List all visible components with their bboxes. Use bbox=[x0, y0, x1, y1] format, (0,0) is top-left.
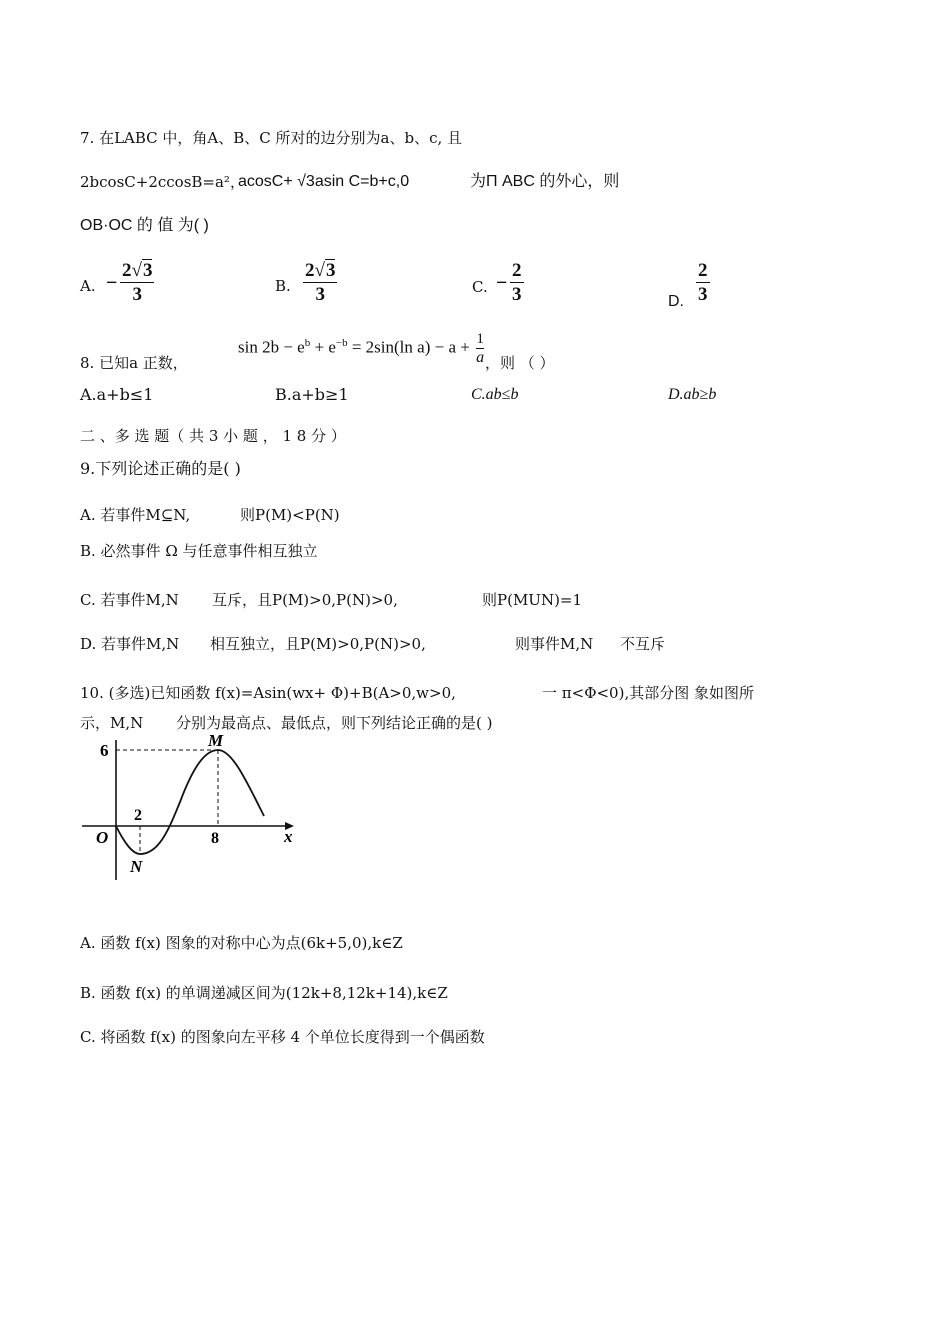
q7-line2-part2: acosC+ √3asin C=b+c,0 bbox=[238, 173, 410, 190]
q9-option-c-part2: 互斥，且P(M)>0,P(N)>0, bbox=[212, 591, 398, 609]
q7-line3: OB·OC 的 值 为( ) bbox=[80, 217, 209, 234]
q8-option-a: A.a+b≤1 bbox=[80, 385, 154, 404]
x-axis-label: x bbox=[284, 827, 293, 846]
q9-option-d-part2: 相互独立，且P(M)>0,P(N)>0, bbox=[210, 635, 426, 653]
q10-line1-part1: 10. (多选)已知函数 f(x)=Asin(wx+ Φ)+B(A>0,w>0, bbox=[80, 684, 456, 702]
q7-option-a-sign: − bbox=[106, 272, 118, 294]
q7-option-d-label: D. bbox=[668, 293, 684, 310]
q7-option-c-label: C. bbox=[472, 278, 488, 296]
q9-option-c-part3: 则P(MUN)=1 bbox=[482, 591, 583, 609]
q8-suffix: ，则 （ ） bbox=[485, 354, 555, 372]
q8-equation: $\sin 2b - e^b + e^{-b} = 2\sin(\ln$ a) − a + $\frac{1}{a}$ bbox=[238, 331, 485, 366]
q7-option-b-label: B. bbox=[275, 277, 291, 295]
q10-function-graph bbox=[80, 730, 310, 890]
q10-line1-part2: 一 π<Φ<0),其部分图 象如图所 bbox=[542, 684, 754, 702]
q9-option-d-part1: D. 若事件M,N bbox=[80, 635, 180, 653]
q7-option-a-fraction: $\frac{2√3}{3}$ bbox=[122, 260, 153, 305]
q10-option-a: A. 函数 f(x) 图象的对称中心为点(6k+5,0),k∈Z bbox=[80, 934, 403, 952]
q8-prefix: 8. 已知a 正数， bbox=[80, 354, 188, 372]
q8-option-d: D.ab≥b bbox=[668, 386, 717, 403]
q9-stem: 9.下列论述正确的是( ) bbox=[80, 459, 241, 478]
q7-option-c-sign: − bbox=[496, 272, 508, 294]
q10-line2-part2: 分别为最高点、最低点，则下列结论正确的是( ) bbox=[176, 714, 493, 732]
q9-option-d-part4: 不互斥 bbox=[620, 635, 666, 653]
q9-option-b: B. 必然事件 Ω 与任意事件相互独立 bbox=[80, 542, 318, 560]
section-2-heading: 二 、多 选 题（ 共 3 小 题 ， 1 8 分 ） bbox=[80, 427, 346, 445]
q7-line2-part1: 2bcosC+2ccosB=a²， bbox=[80, 173, 245, 191]
q10-option-c: C. 将函数 f(x) 的图象向左平移 4 个单位长度得到一个偶函数 bbox=[80, 1028, 485, 1046]
point-m-label: M bbox=[208, 731, 224, 750]
q7-line1: 7. 在LABC 中，角A、B、C 所对的边分别为a、b、c, 且 bbox=[80, 129, 463, 147]
q10-line2-part1: 示，M,N bbox=[80, 714, 144, 732]
q8-option-c: C.ab≤b bbox=[471, 386, 519, 403]
q9-option-a-part2: 则P(M)<P(N) bbox=[240, 506, 340, 524]
point-n-label: N bbox=[130, 857, 143, 876]
q7-option-a-label: A. bbox=[80, 277, 96, 295]
q8-option-b: B.a+b≥1 bbox=[275, 385, 349, 404]
sine-curve bbox=[116, 750, 264, 854]
origin-label: O bbox=[96, 828, 109, 847]
x-label-8: 8 bbox=[211, 830, 219, 847]
q7-option-c-fraction: $\frac{2}{3}$ bbox=[512, 260, 522, 305]
q7-option-d-fraction: $\frac{2}{3}$ bbox=[698, 260, 708, 305]
q9-option-c-part1: C. 若事件M,N bbox=[80, 591, 179, 609]
q7-line2-part3: 为Π ABC 的外心，则 bbox=[470, 173, 620, 190]
q9-option-a-part1: A. 若事件M⊆N, bbox=[80, 506, 191, 524]
q7-option-b-fraction: $\frac{2√3}{3}$ bbox=[305, 260, 336, 305]
x-label-2: 2 bbox=[134, 807, 142, 824]
y-label-6: 6 bbox=[100, 741, 109, 760]
q9-option-d-part3: 则事件M,N bbox=[515, 635, 594, 653]
q10-option-b: B. 函数 f(x) 的单调递减区间为(12k+8,12k+14),k∈Z bbox=[80, 984, 448, 1002]
